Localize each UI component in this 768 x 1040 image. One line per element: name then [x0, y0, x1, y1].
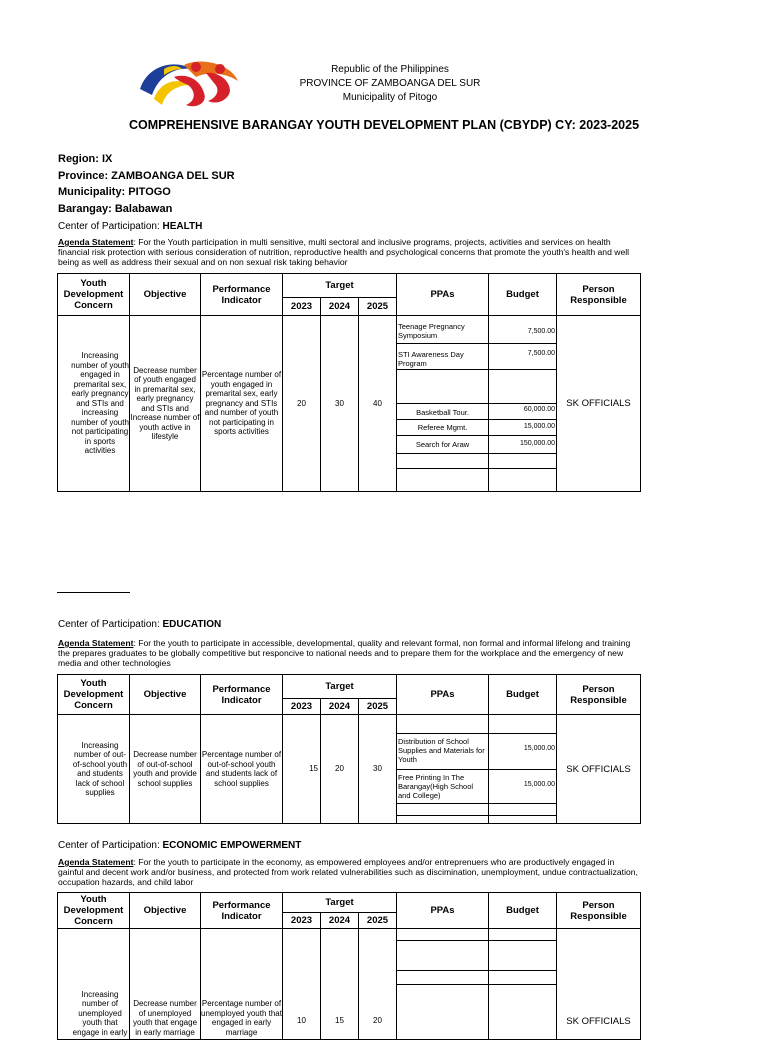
header-budget: Budget	[489, 893, 557, 929]
target-2023-cell: 10	[283, 929, 321, 1040]
header-concern: Youth Development Concern	[58, 893, 130, 929]
header-republic: Republic of the Philippines	[331, 64, 449, 75]
budget-item	[489, 469, 556, 481]
header-2024: 2024	[321, 913, 359, 929]
ppa-item: Teenage Pregnancy Symposium	[397, 316, 488, 344]
budget-item: 15,000.00	[489, 734, 556, 770]
center-of-participation-education: Center of Participation: EDUCATION	[58, 619, 222, 630]
indicator-cell: Percentage number of unemployed youth that engaged in early marriage	[201, 929, 283, 1040]
header-2023: 2023	[283, 913, 321, 929]
header-target: Target	[283, 274, 397, 298]
ppa-item: Search for Araw	[397, 436, 488, 454]
header-2023: 2023	[283, 298, 321, 316]
ppa-item: STI Awareness Day Program	[397, 344, 488, 370]
divider-line	[57, 592, 130, 593]
budget-cell	[489, 316, 557, 492]
header-indicator: Performance Indicator	[201, 675, 283, 715]
ppa-item	[397, 804, 488, 816]
ppa-item: Distribution of School Supplies and Materials for Youth	[397, 734, 488, 770]
header-province: PROVINCE OF ZAMBOANGA DEL SUR	[299, 78, 481, 89]
header-indicator: Performance Indicator	[201, 893, 283, 929]
header-ppas: PPAs	[397, 274, 489, 316]
header-2023: 2023	[283, 699, 321, 715]
ppa-item	[397, 985, 488, 1039]
header-indicator: Performance Indicator	[201, 274, 283, 316]
target-2024-cell: 15	[321, 929, 359, 1040]
budget-item: 7,500.00	[489, 316, 556, 344]
target-2024-cell: 20	[321, 715, 359, 824]
budget-cell	[489, 929, 557, 1040]
header-concern: Youth Development Concern	[58, 675, 130, 715]
center-of-participation-economic: Center of Participation: ECONOMIC EMPOWERMENT	[58, 840, 302, 851]
header-2025: 2025	[359, 298, 397, 316]
budget-item: 7,500.00	[489, 344, 556, 370]
header-2025: 2025	[359, 913, 397, 929]
plan-table-education	[57, 674, 641, 824]
header-objective: Objective	[130, 274, 201, 316]
header-ppas: PPAs	[397, 675, 489, 715]
budget-item	[489, 454, 556, 469]
target-2025-cell: 20	[359, 929, 397, 1040]
agenda-statement-health: Agenda Statement: For the Youth participation in multi sensitive, multi sectoral and inclusive programs, projects, activities and services on health financial risk protection with serious consideration of nutrition, reproductive health and psychological concerns that promote the youth's health and well being as well as address their sexual and on non sexual risk taking behavior	[58, 237, 630, 267]
target-2024-cell: 30	[321, 316, 359, 492]
budget-item	[489, 715, 556, 734]
header-2024: 2024	[321, 298, 359, 316]
agenda-statement-education: Agenda Statement: For the youth to participate in accessible, developmental, quality and relevant formal, non formal and informal lifelong and training the prepares graduates to be globally competitive but responcive to national needs and to prepare them for the workplace and the emergency of new media and other technologies	[58, 638, 631, 668]
person-responsible-cell: SK OFFICIALS	[557, 929, 641, 1040]
budget-cell	[489, 715, 557, 824]
plan-table-economic	[57, 892, 641, 1040]
budget-item	[489, 941, 556, 971]
concern-cell: Increasing number of youth engaged in premarital sex, early pregnancy and STIs and increasing number of youth not participating in sports activities	[58, 316, 130, 492]
meta-barangay: Barangay: Balabawan	[58, 203, 173, 215]
meta-region: Region: IX	[58, 153, 113, 165]
concern-cell: Increasing number of unemployed youth that engage in early	[58, 929, 130, 1040]
target-2023-cell: 20	[283, 316, 321, 492]
header-budget: Budget	[489, 274, 557, 316]
budget-item	[489, 816, 556, 823]
budget-item	[489, 804, 556, 816]
ppa-item	[397, 469, 488, 481]
objective-cell: Decrease number of unemployed youth that engage in early marriage	[130, 929, 201, 1040]
ppa-item	[397, 971, 488, 985]
ppa-item	[397, 941, 488, 971]
header-person: Person Responsible	[557, 274, 641, 316]
header-budget: Budget	[489, 675, 557, 715]
header-municipality: Municipality of Pitogo	[342, 92, 438, 103]
ppas-cell	[397, 715, 489, 824]
budget-item: 60,000.00	[489, 404, 556, 420]
ppa-item	[397, 816, 488, 823]
meta-municipality: Municipality: PITOGO	[58, 186, 171, 198]
target-2023-cell: 15	[283, 715, 321, 824]
budget-item: 15,000.00	[489, 420, 556, 436]
header-person: Person Responsible	[557, 893, 641, 929]
objective-cell: Decrease number of out-of-school youth and provide school supplies	[130, 715, 201, 824]
objective-cell: Decrease number of youth engaged in premarital sex, early pregnancy and STIs and Increase number of youth active in lifestyle	[130, 316, 201, 492]
budget-item	[489, 971, 556, 985]
ppa-item	[397, 715, 488, 734]
budget-item	[489, 370, 556, 404]
ppa-item	[397, 454, 488, 469]
ppas-cell	[397, 929, 489, 1040]
header-ppas: PPAs	[397, 893, 489, 929]
ppas-cell	[397, 316, 489, 492]
concern-cell: Increasing number of out-of-school youth and students lack of school supplies	[58, 715, 130, 824]
budget-item	[489, 985, 556, 1039]
budget-item: 15,000.00	[489, 770, 556, 804]
ppa-item	[397, 929, 488, 941]
budget-item: 150,000.00	[489, 436, 556, 454]
center-of-participation-health: Center of Participation: HEALTH	[58, 221, 203, 232]
header-objective: Objective	[130, 675, 201, 715]
header-target: Target	[283, 675, 397, 699]
budget-item	[489, 929, 556, 941]
ppa-item	[397, 370, 488, 404]
header-person: Person Responsible	[557, 675, 641, 715]
person-responsible-cell: SK OFFICIALS	[557, 316, 641, 492]
header-concern: Youth Development Concern	[58, 274, 130, 316]
document-title: COMPREHENSIVE BARANGAY YOUTH DEVELOPMENT PLAN (CBYDP) CY: 2023-2025	[128, 118, 640, 132]
ppa-item: Free Printing In The Barangay(High School and College)	[397, 770, 488, 804]
indicator-cell: Percentage number of out-of-school youth and students lack of school supplies	[201, 715, 283, 824]
ppa-item: Basketball Tour.	[397, 404, 488, 420]
target-2025-cell: 40	[359, 316, 397, 492]
header-2025: 2025	[359, 699, 397, 715]
plan-table-health	[57, 273, 641, 492]
header-2024: 2024	[321, 699, 359, 715]
indicator-cell: Percentage number of youth engaged in premarital sex, early pregnancy and STIs and number of youth not participating in sports activities	[201, 316, 283, 492]
header-target: Target	[283, 893, 397, 913]
ppa-item: Referee Mgmt.	[397, 420, 488, 436]
person-responsible-cell: SK OFFICIALS	[557, 715, 641, 824]
target-2025-cell: 30	[359, 715, 397, 824]
meta-province: Province: ZAMBOANGA DEL SUR	[58, 170, 235, 182]
agenda-statement-economic: Agenda Statement: For the youth to participate in the economy, as empowered employees and/or entreprenuers who are productively engaged in gainful and decent work and/or business, and protected from work related vulnerabilities such as discimination, unemployment, undue contractualization, occupation hazards, and child labor	[58, 857, 638, 887]
barangay-logo	[134, 55, 242, 111]
header-objective: Objective	[130, 893, 201, 929]
